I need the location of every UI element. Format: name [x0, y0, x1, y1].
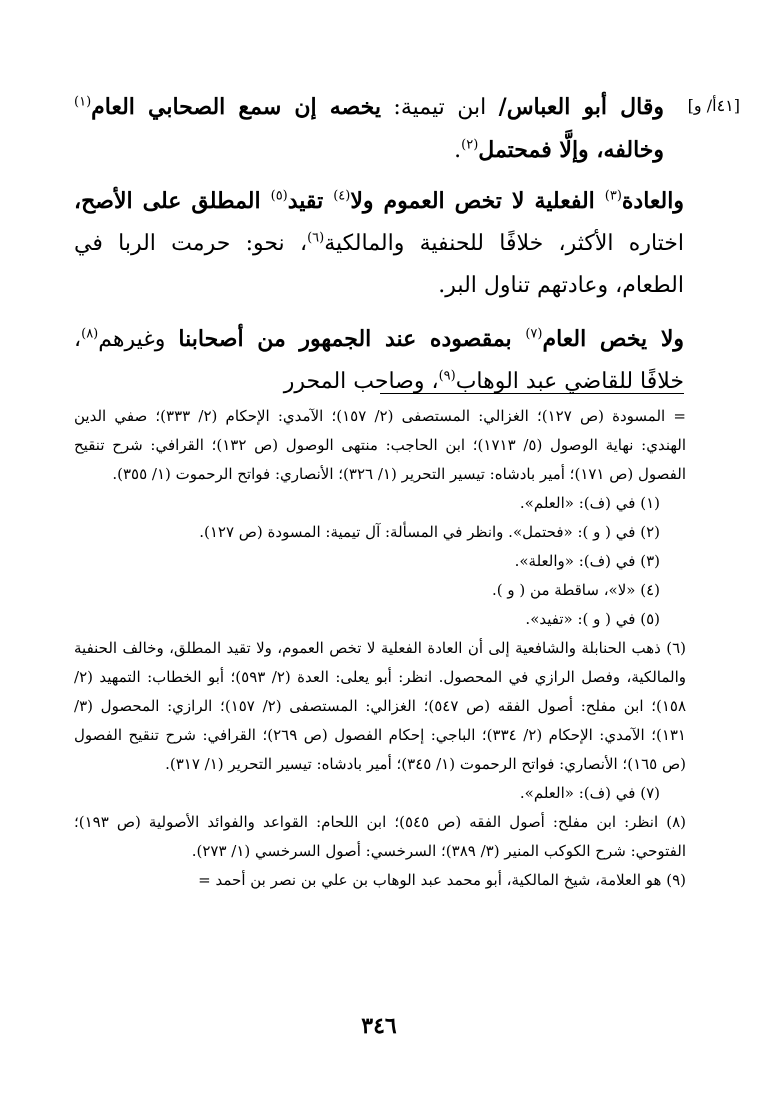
p1-phrase-a: وقال أبو العباس/ [498, 94, 664, 120]
footnote-6: (٦) ذهب الحنابلة والشافعية إلى أن العادة الفعلية لا تخص العموم، ولا تقيد المطلق، وخالف الحنفية والمالكية، وفصل الرازي في المحصول. انظر: أبو يعلى: العدة (٢/ ٥٩٣)؛ أبو الخطاب: التمهيد (٢/ ١٥٨)؛ ابن مفلح: أصول الفقه (ص ٥٤٧)؛ الغزالي: المستصفى (٢/ ١٥٧)؛ الرازي: المحصول (٣/ ١٣١)؛ الآمدي: الإحكام (٢/ ٣٣٤)؛ الباجي: إحكام الفصول (ص ٢٦٩)؛ القرافي: شرح تنقيح الفصول (ص ١٦٥)؛ الأنصاري: فواتح الرحموت (١/ ٣٤٥)؛ أمير بادشاه: تيسير التحرير (١/ ٣١٧). [74, 639, 686, 773]
footnote-divider [380, 393, 684, 394]
p3-phrase-d: ، خلافًا للقاضي عبد الوهاب [74, 327, 684, 394]
footnote-8: (٨) انظر: ابن مفلح: أصول الفقه (ص ٥٤٥)؛ ابن اللحام: القواعد والفوائد الأصولية (ص ١٩٣)؛ الفتوحي: شرح الكوكب المنير (٣/ ٣٨٩)؛ السرخسي: أصول السرخسي (١/ ٢٧٣). [74, 813, 686, 860]
footnote-3: (٣) في (ف): «والعلة». [514, 552, 660, 570]
p3-phrase-b: بمقصوده عند الجمهور من أصحابنا [178, 326, 526, 352]
footnotes-section [74, 402, 686, 895]
p1-phrase-b: ابن تيمية: [380, 95, 499, 120]
p3-phrase-c: وغيرهم [98, 327, 179, 352]
page-number: ٣٤٦ [361, 1013, 397, 1039]
footnote-marker-4: (٤) [333, 188, 351, 204]
footnote-marker-6: (٦) [307, 230, 325, 246]
p3-phrase-a: ولا يخص العام [542, 326, 684, 352]
footnote-1: (١) في (ف): «العلم». [519, 494, 660, 512]
p2-phrase-d: المطلق على الأصح، [74, 188, 271, 214]
p1-phrase-d: وخالفه، وإلَّا فمحتمل [478, 137, 664, 163]
p2-phrase-c: تقيد [287, 188, 334, 214]
p2-phrase-e: اختاره الأكثر، خلافًا للحنفية والمالكية [324, 231, 684, 256]
footnote-marker-1: (١) [74, 94, 92, 110]
footnote-2: (٢) في ( و ): «فحتمل». وانظر في المسألة: آل تيمية: المسودة (ص ١٢٧). [199, 523, 660, 541]
footnote-marker-5: (٥) [270, 188, 288, 204]
p1-phrase-e: . [454, 138, 462, 163]
footnote-marker-8: (٨) [81, 326, 99, 342]
p3-phrase-e: ، وصاحب المحرر [283, 369, 439, 394]
footnote-marker-9: (٩) [438, 368, 456, 384]
main-paragraph-1 [74, 86, 664, 172]
main-paragraph-2 [74, 180, 684, 307]
manuscript-folio-reference: [٤١أ/ و] [687, 96, 740, 115]
footnote-9: (٩) هو العلامة، شيخ المالكية، أبو محمد عبد الوهاب بن علي بن نصر بن أحمد = [198, 871, 686, 889]
main-paragraph-3 [74, 318, 684, 403]
footnote-marker-2: (٢) [461, 137, 479, 153]
footnote-5: (٥) في ( و ): «تفيد». [525, 610, 660, 628]
footnote-continuation: = المسودة (ص ١٢٧)؛ الغزالي: المستصفى (٢/ ١٥٧)؛ الآمدي: الإحكام (٢/ ٣٣٣)؛ صفي الدين الهندي: نهاية الوصول (٥/ ١٧١٣)؛ ابن الحاجب: منتهى الوصول (ص ١٣٢)؛ القرافي: شرح تنقيح الفصول (ص ١٧١)؛ أمير بادشاه: تيسير التحرير (١/ ٣٢٦)؛ الأنصاري: فواتح الرحموت (١/ ٣٥٥). [74, 407, 687, 483]
footnote-marker-3: (٣) [604, 188, 622, 204]
footnote-marker-7: (٧) [525, 326, 543, 342]
footnote-4: (٤) «لا»، ساقطة من ( و ). [492, 581, 660, 599]
footnote-7: (٧) في (ف): «العلم». [519, 784, 660, 802]
p2-phrase-f: ، نحو: حرمت الربا في الطعام، وعادتهم تناول البر. [74, 231, 684, 298]
p2-phrase-b: الفعلية لا تخص العموم ولا [350, 188, 605, 214]
p2-phrase-a: والعادة [621, 188, 684, 214]
p1-phrase-c: يخصه إن سمع الصحابي العام [91, 94, 381, 120]
